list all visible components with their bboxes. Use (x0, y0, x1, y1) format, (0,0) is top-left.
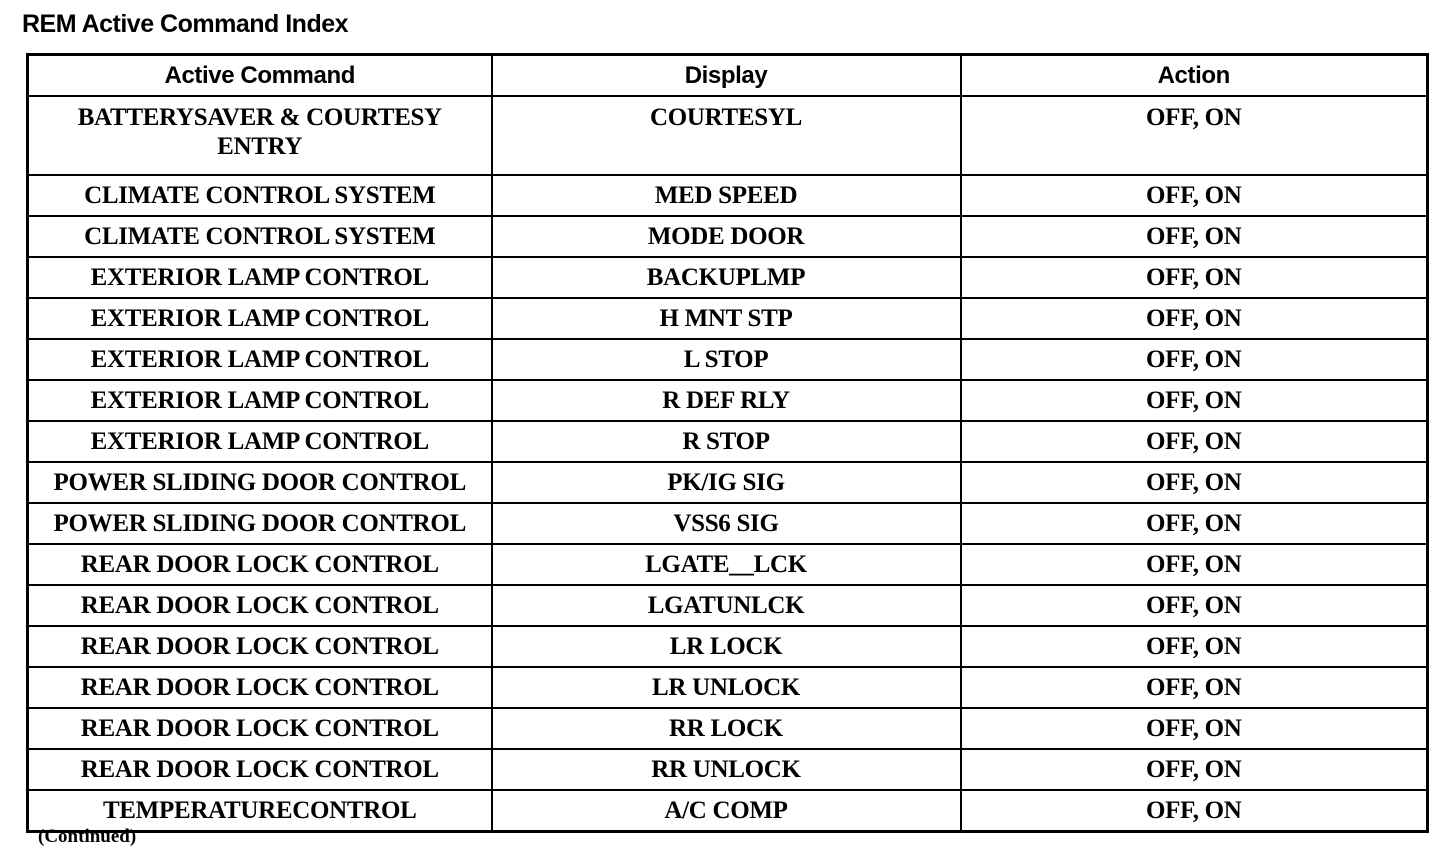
action-cell: OFF, ON (961, 257, 1428, 298)
header-active-command: Active Command (28, 55, 492, 97)
table-row (28, 96, 1428, 175)
display-cell: BACKUPLMP (492, 257, 961, 298)
action-cell: OFF, ON (961, 708, 1428, 749)
action-cell: OFF, ON (961, 749, 1428, 790)
display-cell: RR UNLOCK (492, 749, 961, 790)
command-index-table (26, 53, 1429, 833)
action-cell: OFF, ON (961, 585, 1428, 626)
table-row (28, 175, 1428, 216)
table-row (28, 462, 1428, 503)
active-command-cell: REAR DOOR LOCK CONTROL (28, 585, 492, 626)
display-cell: MED SPEED (492, 175, 961, 216)
active-command-cell: REAR DOOR LOCK CONTROL (28, 544, 492, 585)
table-row (28, 708, 1428, 749)
table-row (28, 626, 1428, 667)
table-row (28, 216, 1428, 257)
action-cell: OFF, ON (961, 339, 1428, 380)
action-cell: OFF, ON (961, 544, 1428, 585)
action-cell: OFF, ON (961, 421, 1428, 462)
table-row (28, 749, 1428, 790)
display-cell: R DEF RLY (492, 380, 961, 421)
active-command-cell: REAR DOOR LOCK CONTROL (28, 708, 492, 749)
display-cell: LR LOCK (492, 626, 961, 667)
display-cell: LGATE__LCK (492, 544, 961, 585)
page-title: REM Active Command Index (22, 10, 349, 38)
action-cell: OFF, ON (961, 380, 1428, 421)
table-row (28, 339, 1428, 380)
display-cell: LGATUNLCK (492, 585, 961, 626)
active-command-cell: REAR DOOR LOCK CONTROL (28, 626, 492, 667)
active-command-cell: POWER SLIDING DOOR CONTROL (28, 462, 492, 503)
active-command-cell: REAR DOOR LOCK CONTROL (28, 749, 492, 790)
action-cell: OFF, ON (961, 462, 1428, 503)
display-cell: LR UNLOCK (492, 667, 961, 708)
active-command-cell: EXTERIOR LAMP CONTROL (28, 421, 492, 462)
display-cell: R STOP (492, 421, 961, 462)
action-cell: OFF, ON (961, 216, 1428, 257)
action-cell: OFF, ON (961, 790, 1428, 832)
display-cell: COURTESYL (492, 96, 961, 175)
header-action: Action (961, 55, 1428, 97)
active-command-cell: EXTERIOR LAMP CONTROL (28, 339, 492, 380)
action-cell: OFF, ON (961, 503, 1428, 544)
active-command-cell: POWER SLIDING DOOR CONTROL (28, 503, 492, 544)
active-command-cell: EXTERIOR LAMP CONTROL (28, 257, 492, 298)
action-cell: OFF, ON (961, 175, 1428, 216)
table-row (28, 544, 1428, 585)
display-cell: H MNT STP (492, 298, 961, 339)
active-command-cell: EXTERIOR LAMP CONTROL (28, 298, 492, 339)
active-command-cell: TEMPERATURECONTROL (28, 790, 492, 832)
display-cell: RR LOCK (492, 708, 961, 749)
table-row (28, 257, 1428, 298)
header-display: Display (492, 55, 961, 97)
active-command-cell: CLIMATE CONTROL SYSTEM (28, 216, 492, 257)
active-command-cell: CLIMATE CONTROL SYSTEM (28, 175, 492, 216)
display-cell: L STOP (492, 339, 961, 380)
action-cell: OFF, ON (961, 298, 1428, 339)
active-command-cell: REAR DOOR LOCK CONTROL (28, 667, 492, 708)
action-cell: OFF, ON (961, 667, 1428, 708)
display-cell: PK/IG SIG (492, 462, 961, 503)
continued-note: (Continued) (38, 826, 137, 847)
table-row (28, 790, 1428, 832)
table-row (28, 298, 1428, 339)
active-command-cell: EXTERIOR LAMP CONTROL (28, 380, 492, 421)
action-cell: OFF, ON (961, 626, 1428, 667)
table-row (28, 421, 1428, 462)
table-row (28, 667, 1428, 708)
table-row (28, 585, 1428, 626)
active-command-cell: BATTERYSAVER & COURTESY ENTRY (28, 96, 492, 175)
table-header-row (28, 55, 1428, 97)
display-cell: A/C COMP (492, 790, 961, 832)
display-cell: VSS6 SIG (492, 503, 961, 544)
table-row (28, 380, 1428, 421)
display-cell: MODE DOOR (492, 216, 961, 257)
action-cell: OFF, ON (961, 96, 1428, 175)
table-row (28, 503, 1428, 544)
